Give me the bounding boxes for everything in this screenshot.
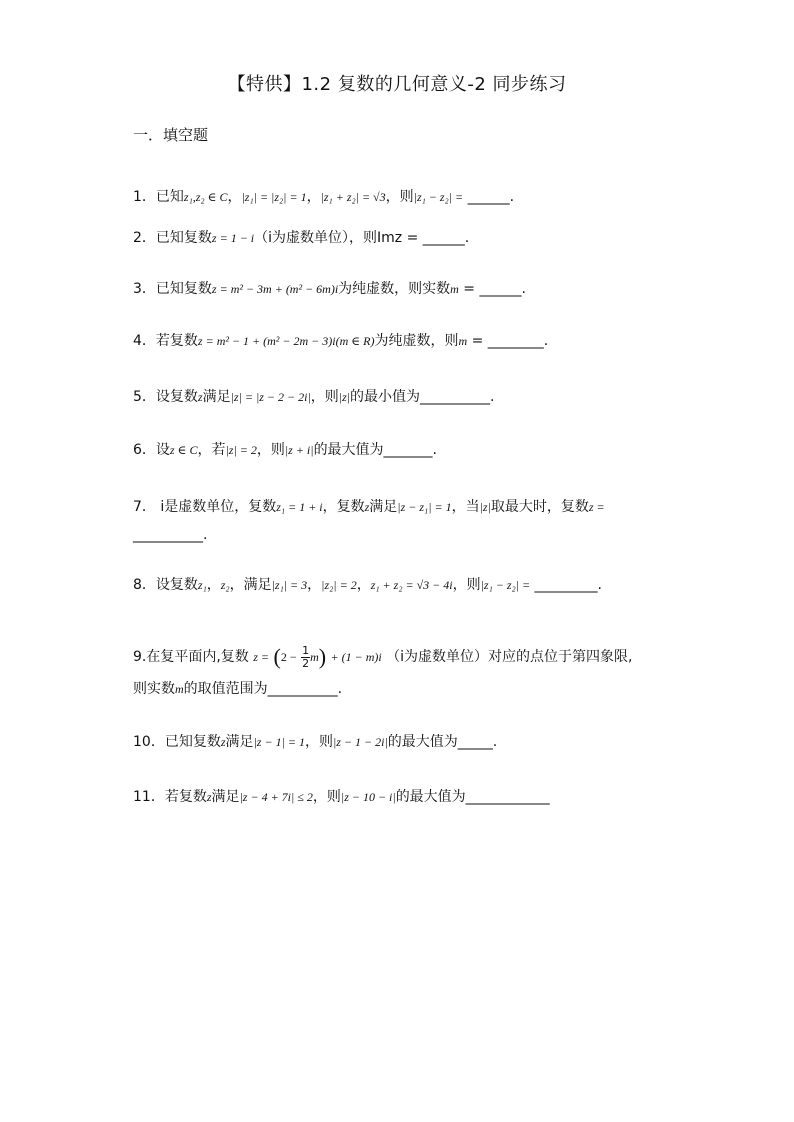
question-10: 10．已知复数z满足|z − 1| = 1，则|z − 1 − 2i|的最大值为_____. (133, 734, 498, 750)
fraction-one-half: $\frac{1}{2}$ (302, 643, 310, 670)
section-heading: 一．填空题 (133, 126, 209, 144)
question-8: 8．设复数z₁，z₂，满足|z₁| = 3，|z₂| = 2，z₁ + z₂ = √3 − 4i，则|z₁ − z₂| = _________. (133, 577, 602, 593)
question-1: 1．已知z₁,z₂ ∈ C，|z₁| = |z₂| = 1，|z₁ + z₂| = √3，则|z₁ − z₂| = ______. (133, 189, 515, 205)
question-5: 5．设复数z满足|z| = |z − 2 − 2i|，则|z|的最小值为__________. (133, 389, 495, 405)
page-title: 【特供】1.2 复数的几何意义-2 同步练习 (227, 74, 567, 95)
question-9: 9.在复平面内,复数 z = (2 − $\frac{1}{2}$ m) + (1 − m)i （i为虚数单位）对应的点位于第四象限, (133, 643, 633, 670)
question-11: 11．若复数z满足|z − 4 + 7i| ≤ 2，则|z − 10 − i|的最大值为____________ (133, 789, 550, 805)
question-9-line-2: 则实数m的取值范围为__________. (133, 681, 343, 697)
question-6: 6．设z ∈ C，若|z| = 2，则|z + i|的最大值为_______. (133, 442, 438, 458)
question-2: 2．已知复数z = 1 − i（i为虚数单位），则Imz = ______. (133, 230, 470, 246)
question-3: 3．已知复数z = m² − 3m + (m² − 6m)i为纯虚数，则实数m = ______. (133, 281, 526, 297)
question-4: 4．若复数z = m² − 1 + (m² − 2m − 3)i(m ∈ R)为纯虚数，则m = ________. (133, 333, 549, 349)
question-7: 7． i是虚数单位，复数z₁ = 1 + i，复数z满足|z − z₁| = 1，当|z|取最大时，复数z = (133, 499, 605, 515)
question-7-line-2: __________. (133, 527, 208, 543)
